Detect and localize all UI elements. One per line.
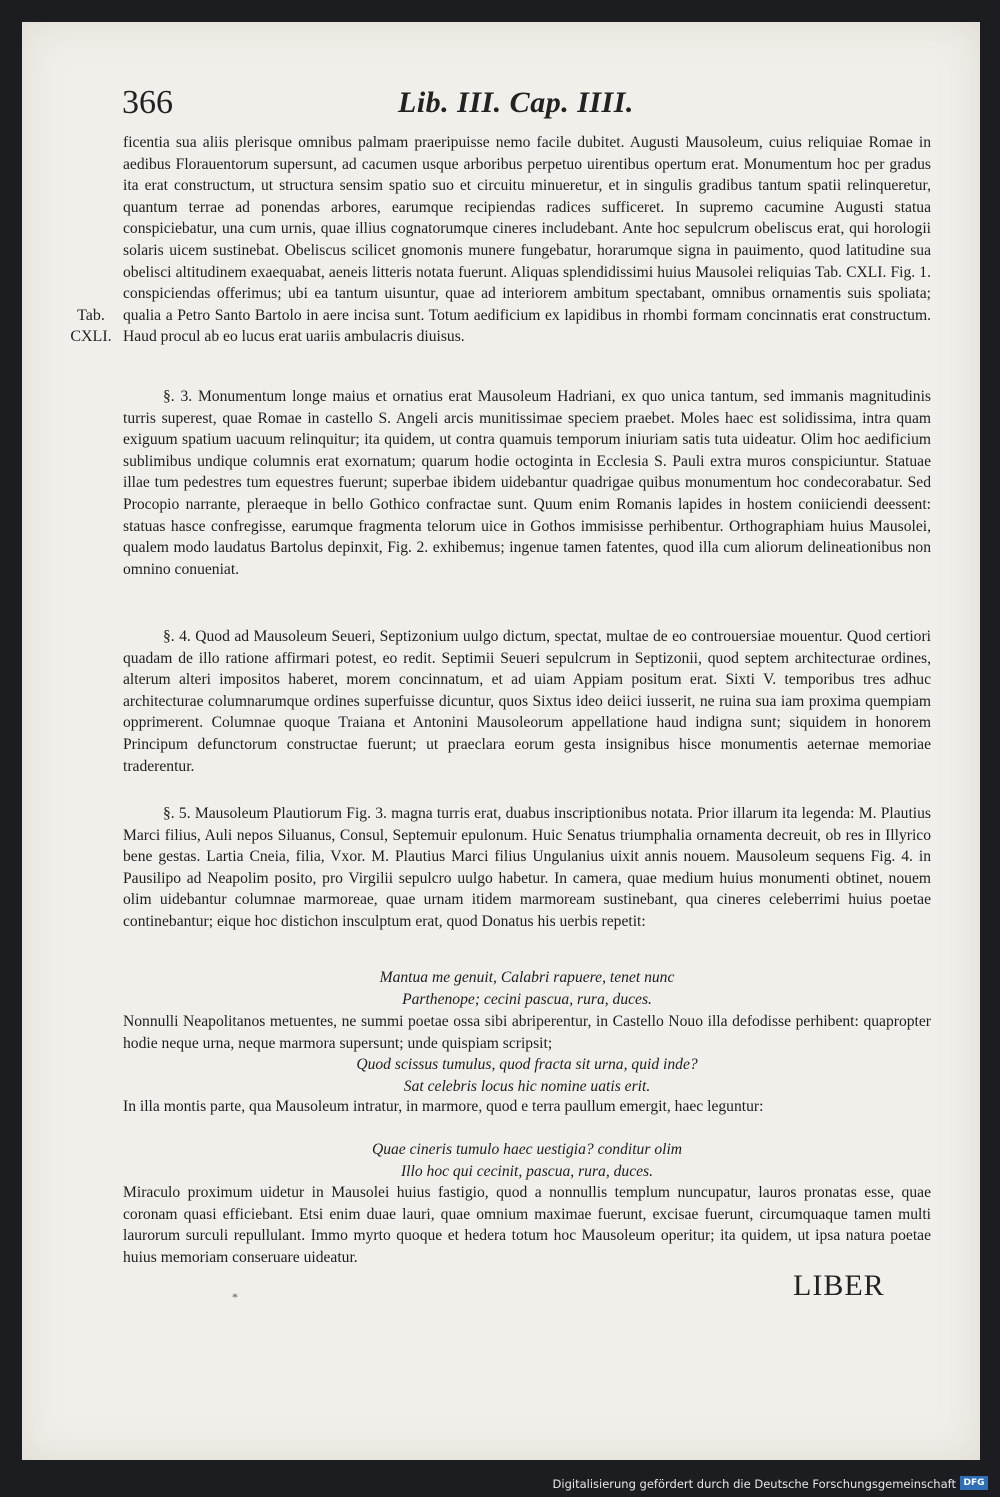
book-page <box>22 22 980 1460</box>
dfg-logo: DFG <box>960 1476 988 1490</box>
verse-line: Quod scissus tumulus, quod fracta sit urna, quid inde? <box>356 1056 698 1073</box>
paragraph-5: Nonnulli Neapolitanos metuentes, ne summi poetae ossa sibi abriperentur, in Castello Nouo illa defodisse perhibent: quapropter hodie neque urna, neque marmora supersunt; unde quispiam scripsit; <box>123 1013 931 1052</box>
footer-bar <box>0 1460 1000 1497</box>
paragraph-1: ficentia sua aliis plerisque omnibus palmam praeripuisse nemo facile dubitet. Augusti Mausoleum, cuius reliquiae Romae in aedibus Florauentorum supersunt, ad cacumen usque arboribus perpetuo uirentibus opertum erat. Monumentum hoc per gradus ita erat constructum, ut structura sensim spatio suo et circuitu minueretur, et in singulis gradibus tantum spatii relinqueretur, quantum terrae ad ponendas arbores, earumque recipiendas radices sufficeret. In supremo cacumine Augusti statua conspiciebatur, una cum urnis, quae illius cognatorumque cineres includebant. Ante hoc sepulcrum obeliscus erat, qui horologii solaris uicem sustinebat. Obeliscus scilicet gnomonis munere fungebatur, horarumque signa in pauimento, quod latitudine sua obelisci altitudinem exaequabat, aeneis litteris notata fuerunt. Aliquas splendidissimi huius Mausolei reliquias Tab. CXLI. Fig. 1. conspiciendas offerimus; ubi ea tantum uisuntur, quae ad interiorem ambitum spectabant, omnibus ornamentis suis spoliata; qualia a Petro Santo Bartolo in aere incisa sunt. Totum aedificium ex lapidibus in rhombi formam concinnatis erat constructum. Haud procul ab eo lucus erat uariis ambulacris diuisus. <box>123 134 931 346</box>
paragraph-4: §. 5. Mausoleum Plautiorum Fig. 3. magna turris erat, duabus inscriptionibus notata. Prior illarum ita legenda: M. Plautius Marci filius, Auli nepos Siluanus, Consul, Septemuir epulonum. Huic Senatus triumphalia ornamenta decreuit, ob res in Illyrico bene gestas. Lartia Cneia, filia, Vxor. M. Plautius Marci filius Ungulanius uixit annis nouem. Mausoleum sequens Fig. 4. in Pausilipo ad Neapolim posito, pro Virgilii sepulcro uulgo habetur. In camera, quae medium huius monumenti obtinet, nouem olim uidebantur columnae marmoreae, quae urnam itidem marmoream sustinebant, qua cineres celeberrimi huius poetae continebantur; eique hoc distichon insculptum erat, quod Donatus his uerbis repetit: <box>123 805 931 930</box>
margin-note-line: CXLI. <box>70 328 112 345</box>
page-number: 366 <box>122 84 173 121</box>
paragraph-7: Miraculo proximum uidetur in Mausolei huius fastigio, quod a nonnullis templum nuncupatur, lauros pronatas esse, quae coronam quasi efficiebant. Etsi enim duae lauri, quae omnium maximae fuerunt, excisae fuerunt, circumquaque tamen multi laurorum surculi repullulant. Immo myrto quoque et hedera totum hoc Mausoleum operitur; ita quidem, ut ipsa natura poetae huius memoriam conseruare uideatur. <box>123 1184 931 1266</box>
paragraph-2: §. 3. Monumentum longe maius et ornatius erat Mausoleum Hadriani, ex quo unica tantum, sed immanis magnitudinis turris superest, quae Romae in castello S. Angeli arcis munitissimae speciem praebet. Moles haec est solidissima, intra quam exiguum spatium uacuum relinquitur; ita quidem, ut contra quamuis temporum iniuriam satis tuta uideatur. Olim hoc aedificium sublimibus undique columnis erat exornatum; quarum hodie octoginta in Ecclesia S. Pauli extra muros conspiciuntur. Statuae illae tum pedestres tum equestres fuerunt; superbae ibidem uidebantur quadrigae quibus monumentum hoc condecorabatur. Sed Procopio narrante, pleraeque in bello Gothico confractae sunt. Quum enim Romanis lapides in hostem coniiciendi deessent: statuas hasce confregisse, earumque fragmenta telorum uice in Gothos immisisse perhibentur. Orthographiam huius Mausolei, qualem modo laudatus Bartolus depinxit, Fig. 2. exhibemus; ingenue tamen fatentes, quod illa cum aliorum delineationibus non omnino conueniat. <box>123 388 931 578</box>
verse-line: Quae cineris tumulo haec uestigia? conditur olim <box>371 1141 683 1158</box>
running-head: Lib. III. Cap. IIII. <box>398 86 634 119</box>
signature-mark: * <box>232 1290 238 1304</box>
margin-note-line: Tab. <box>77 307 105 324</box>
verse-line: Illo hoc qui cecinit, pascua, rura, duces. <box>400 1162 654 1180</box>
funding-credit: Digitalisierung gefördert durch die Deutsche Forschungsgemeinschaft <box>552 1477 956 1491</box>
verse-3 <box>123 1139 931 1182</box>
paragraph-6: In illa montis parte, qua Mausoleum intratur, in marmore, quod e terra paullum emergit, haec leguntur: <box>123 1098 764 1115</box>
verse-line: Parthenope; cecini pascua, rura, duces. <box>402 990 652 1008</box>
verse-line: Mantua me genuit, Calabri rapuere, tenet nunc <box>379 969 675 986</box>
catchword: LIBER <box>793 1269 885 1302</box>
verse-line: Sat celebris locus hic nomine uatis erit. <box>403 1077 651 1095</box>
paragraph-3: §. 4. Quod ad Mausoleum Seueri, Septizonium uulgo dictum, spectat, multae de eo controuersiae mouentur. Quod certiori quadam de illo ratione affirmari potest, eo redit. Septimii Seueri sepulcrum in Septizonii, quod septem architecturae ordines, alterum alteri impositos haberet, morem concinnatum, et ad uiam Appiam positum erat. Sixti V. temporibus tres adhuc architecturae columnarumque ordines superfuisse dicuntur, quos Sixtus ideo deiici iusserit, ne ruina sua iam proxima quempiam opprimerent. Columnae quoque Traiana et Antonini Mausoleorum appellatione haud indigna sunt; siquidem in honorem Principum defunctorum constructae fuerunt; ut praeclara eorum gesta insignibus hisce monumentis aeternae memoriae traderentur. <box>123 628 931 775</box>
margin-note <box>60 305 122 347</box>
verse-2 <box>123 1054 931 1097</box>
verse-1 <box>123 967 931 1010</box>
